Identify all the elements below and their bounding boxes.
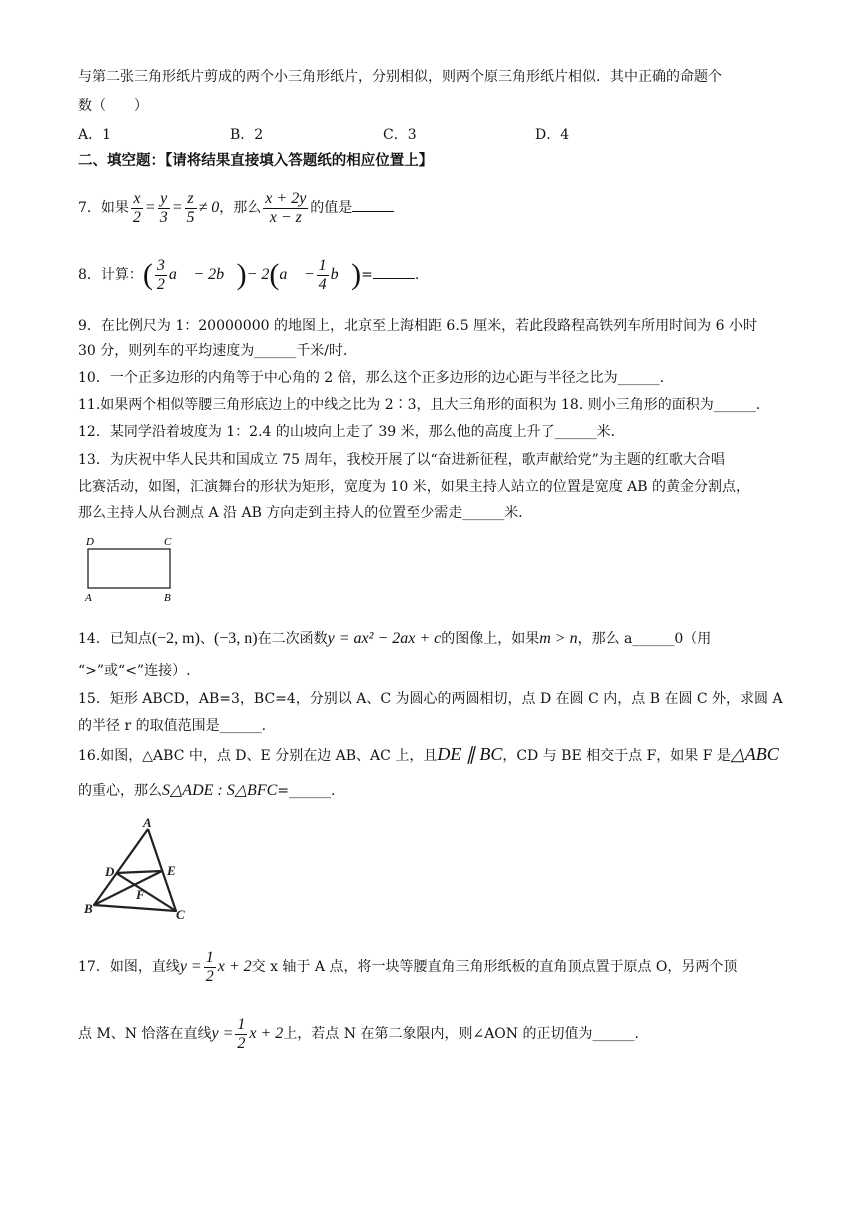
q8: 8．计算：( $\frac{3}{2}$ a⃗ − 2b⃗)− 2(a⃗ − $\frac{1}{4}$ b⃗)= . bbox=[78, 256, 420, 293]
q7-post: 的值是 bbox=[310, 200, 353, 216]
fig13-label-b: B bbox=[164, 592, 171, 604]
q14-function: y = ax² − 2ax + c bbox=[327, 630, 442, 647]
q9-line2: 30 分，则列车的平均速度为______千米/时． bbox=[78, 343, 357, 359]
q17-line1: 17．如图，直线y = $\frac{1}{2}$ x + 2交 x 轴于 A 点，将一块等腰直角三角形纸板的直角顶点置于原点 O，另两个顶 bbox=[78, 948, 738, 985]
fig16-label-a: A bbox=[143, 815, 152, 830]
fig13-label-a: A bbox=[85, 592, 92, 604]
q7-frac-x2: $\frac{x}{2}$ bbox=[132, 189, 141, 226]
q9-line1: 9．在比例尺为 1：20000000 的地图上，北京至上海相距 6.5 厘米，若此段路程高铁列车所用时间为 6 小时 bbox=[78, 318, 757, 334]
q8-blank bbox=[373, 264, 415, 279]
q13-line3: 那么主持人从台测点 A 沿 AB 方向走到主持人的位置至少需走______米． bbox=[78, 505, 533, 521]
fig13-label-d: D bbox=[86, 536, 94, 548]
q7-frac-expr: $\frac{x + 2y}{x - z}$ bbox=[265, 189, 307, 226]
q13-line2: 比赛活动，如图，汇演舞台的形状为矩形，宽度为 10 米，如果主持人站立的位置是宽度 AB 的黄金分割点， bbox=[78, 479, 751, 495]
q16-triangle-figure bbox=[78, 815, 198, 923]
q6-option-b: B．2 bbox=[230, 127, 264, 143]
q13-rectangle-figure bbox=[80, 533, 180, 605]
q13-line1: 13．为庆祝中华人民共和国成立 75 周年，我校开展了以“奋进新征程，歌声献给党”为主题的红歌大合唱 bbox=[78, 452, 725, 468]
fig16-label-d: D bbox=[105, 864, 115, 879]
q7-mid: ，那么 bbox=[219, 200, 262, 216]
q12: 12．某同学沿着坡度为 1：2.4 的山坡向上走了 39 米，那么他的高度上升了______米． bbox=[78, 424, 625, 440]
q6-line1: 与第二张三角形纸片剪成的两个小三角形纸片，分别相似，则两个原三角形纸片相似．其中正确的命题个 bbox=[78, 69, 722, 85]
q14-line1: 14．已知点(−2, m)、(−3, n)在二次函数y = ax² − 2ax + c的图像上，如果m > n，那么 a______0（用 bbox=[78, 630, 712, 647]
fig16-label-b: B bbox=[84, 901, 93, 916]
fig16-label-c: C bbox=[176, 907, 185, 922]
q17-line2: 点 M、N 恰落在直线y = $\frac{1}{2}$ x + 2上，若点 N 在第二象限内，则∠AON 的正切值为______. bbox=[78, 1015, 639, 1052]
q6-line2: 数（ ） bbox=[78, 98, 148, 114]
fig13-label-c: C bbox=[164, 536, 172, 548]
q6-option-c: C．3 bbox=[383, 127, 417, 143]
q16-line2: 的重心，那么S△ADE : S△BFC=______. bbox=[78, 782, 336, 799]
q16-line1: 16.如图，△ABC 中，点 D、E 分别在边 AB、AC 上，且DE ∥ BC，CD 与 BE 相交于点 F，如果 F 是△ABC bbox=[78, 744, 779, 764]
q14-line2: “>”或“<”连接）. bbox=[78, 663, 191, 679]
section-2-title: 二、填空题：【请将结果直接填入答题纸的相应位置上】 bbox=[78, 153, 434, 169]
q10: 10．一个正多边形的内角等于中心角的 2 倍，那么这个正多边形的边心距与半径之比为______. bbox=[78, 370, 665, 386]
q14-point-m: (−2, m) bbox=[151, 630, 200, 647]
q7-frac-y3: $\frac{y}{3}$ bbox=[159, 189, 168, 226]
fig16-label-f: F bbox=[136, 887, 145, 902]
q7-blank bbox=[352, 197, 394, 212]
q6-option-d: D．4 bbox=[535, 127, 570, 143]
q8-pre: 8．计算： bbox=[78, 267, 143, 283]
q8-post: = bbox=[361, 267, 373, 283]
q7-pre: 7．如果 bbox=[78, 200, 129, 216]
fig16-label-e: E bbox=[167, 863, 176, 878]
q14-point-n: (−3, n) bbox=[213, 630, 258, 647]
q7-frac-z5: $\frac{z}{5}$ bbox=[186, 189, 195, 226]
q15-line1: 15．矩形 ABCD，AB=3，BC=4，分别以 A、C 为圆心的两圆相切，点 D 在圆 C 内，点 B 在圆 C 外，求圆 A bbox=[78, 691, 783, 707]
q11: 11.如果两个相似等腰三角形底边上的中线之比为 2∶3，且大三角形的面积为 18. 则小三角形的面积为______. bbox=[78, 397, 761, 413]
q6-option-a: A．1 bbox=[78, 127, 112, 143]
q15-line2: 的半径 r 的取值范围是______. bbox=[78, 718, 267, 734]
q7: 7．如果 $\frac{x}{2}$ = $\frac{y}{3}$ = $\frac{z}{5}$ ≠ 0，那么 $\frac{x + 2y}{x - z}$ 的值是 bbox=[78, 186, 394, 230]
